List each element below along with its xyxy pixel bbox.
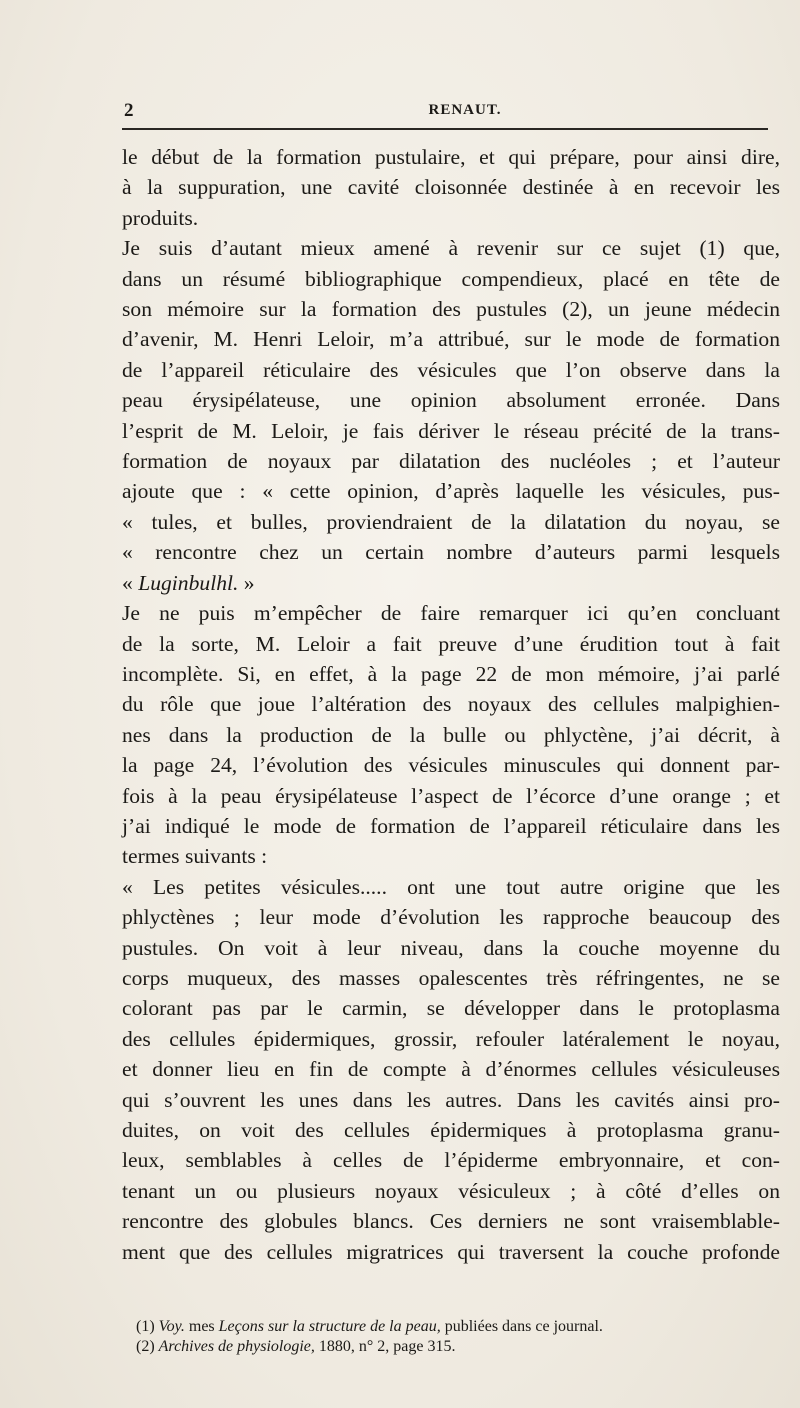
paragraph-2: [122, 233, 780, 598]
paragraph-4: [122, 872, 780, 1267]
text-line: à la suppuration, une cavité cloisonnée destinée à en recevoir les: [122, 175, 780, 200]
footnotes: [136, 1317, 776, 1357]
footnote-number: (2): [136, 1338, 159, 1355]
footnote-text: mes: [184, 1318, 219, 1335]
footnote-text: publiées dans ce journal.: [440, 1318, 603, 1335]
text-line: l’esprit de M. Leloir, je fais dériver le réseau précité de la trans-: [122, 418, 780, 443]
footnote-title: Leçons sur la structure de la peau,: [218, 1318, 441, 1335]
text-line: du rôle que joue l’altération des noyaux des cellules malpighien-: [122, 692, 780, 717]
text-line: termes suivants :: [122, 844, 268, 869]
text-line: peau érysipélateuse, une opinion absolument erronée. Dans: [122, 388, 780, 413]
text-line: [122, 568, 780, 598]
text-line: et donner lieu en fin de compte à d’énormes cellules vésiculeuses: [122, 1057, 780, 1082]
text-line: incomplète. Si, en effet, à la page 22 de mon mémoire, j’ai parlé: [122, 661, 780, 686]
paragraph-1: [122, 142, 780, 233]
text-line: nes dans la production de la bulle ou phlyctène, j’ai décrit, à: [122, 722, 780, 747]
text-line: Je suis d’autant mieux amené à revenir sur ce sujet (1) que,: [122, 236, 780, 261]
text-line: de l’appareil réticulaire des vésicules que l’on observe dans la: [122, 357, 780, 382]
footnote-2: [136, 1337, 776, 1357]
text-line: pustules. On voit à leur niveau, dans la couche moyenne du: [122, 935, 780, 960]
body-text: [122, 142, 780, 1267]
header-rule: [122, 128, 768, 130]
text-line: colorant pas par le carmin, se développer dans le protoplasma: [122, 996, 780, 1021]
text-line: la page 24, l’évolution des vésicules minuscules qui donnent par-: [122, 753, 780, 778]
quote-mark: «: [122, 570, 139, 595]
text-line: tenant un ou plusieurs noyaux vésiculeux ; à côté d’elles on: [122, 1178, 780, 1203]
paragraph-3: [122, 598, 780, 872]
text-line: dans un résumé bibliographique compendieux, placé en tête de: [122, 266, 780, 291]
text-line: des cellules épidermiques, grossir, refouler latéralement le noyau,: [122, 1026, 780, 1051]
text-line: ment que des cellules migratrices qui traversent la couche profonde: [122, 1239, 780, 1264]
text-line: de la sorte, M. Leloir a fait preuve d’une érudition tout à fait: [122, 631, 780, 656]
text-line: Je ne puis m’empêcher de faire remarquer ici qu’en concluant: [122, 601, 780, 626]
text-line: ajoute que : « cette opinion, d’après laquelle les vésicules, pus-: [122, 479, 780, 504]
page-header: [120, 100, 770, 122]
footnote-text: 1880, n° 2, page 315.: [314, 1338, 456, 1355]
author-name: Luginbulhl.: [138, 570, 239, 595]
text-line: j’ai indiqué le mode de formation de l’appareil réticulaire dans les: [122, 813, 780, 838]
footnote-1: [136, 1317, 776, 1337]
text-line: « Les petites vésicules..... ont une tout autre origine que les: [122, 874, 780, 899]
footnote-title: Archives de physiologie,: [158, 1338, 315, 1355]
text-line: duites, on voit des cellules épidermiques à protoplasma granu-: [122, 1118, 780, 1142]
footnote-abbrev: Voy.: [158, 1318, 185, 1335]
text-line: produits.: [122, 205, 199, 230]
text-line: « tules, et bulles, proviendraient de la dilatation du noyau, se: [122, 509, 780, 534]
text-line: « rencontre chez un certain nombre d’auteurs parmi lesquels: [122, 540, 780, 565]
quote-mark: »: [238, 570, 255, 595]
text-line: d’avenir, M. Henri Leloir, m’a attribué, sur le mode de formation: [122, 327, 780, 352]
text-line: formation de noyaux par dilatation des nucléoles ; et l’auteur: [122, 449, 780, 474]
text-line: rencontre des globules blancs. Ces derniers ne sont vraisemblable-: [122, 1209, 780, 1234]
text-line: fois à la peau érysipélateuse l’aspect de l’écorce d’une orange ; et: [122, 783, 780, 808]
text-line: leux, semblables à celles de l’épiderme embryonnaire, et con-: [122, 1148, 780, 1173]
text-line: son mémoire sur la formation des pustules (2), un jeune médecin: [122, 297, 780, 322]
running-head: RENAUT.: [428, 102, 502, 118]
text-line: corps muqueux, des masses opalescentes très réfringentes, ne se: [122, 965, 780, 990]
text-line: phlyctènes ; leur mode d’évolution les rapproche beaucoup des: [122, 905, 780, 930]
text-line: le début de la formation pustulaire, et qui prépare, pour ainsi dire,: [122, 145, 780, 169]
footnote-number: (1): [136, 1318, 159, 1335]
page-number: 2: [124, 100, 134, 121]
text-line: qui s’ouvrent les unes dans les autres. Dans les cavités ainsi pro-: [122, 1087, 780, 1112]
